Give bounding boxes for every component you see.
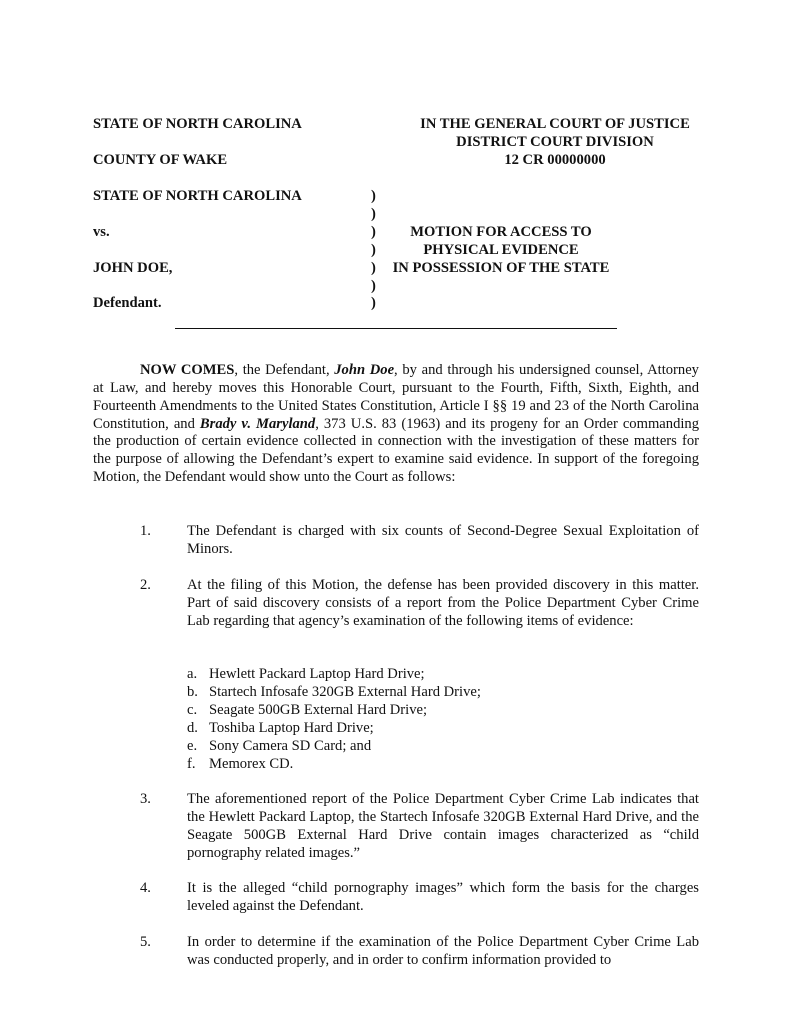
caption-paren: ) <box>371 242 376 258</box>
motion-title-line2: PHYSICAL EVIDENCE <box>423 242 579 258</box>
item-number: 5. <box>140 934 151 950</box>
item-number: 1. <box>140 523 151 539</box>
caption-paren: ) <box>371 224 376 240</box>
evidence-item <box>187 666 425 684</box>
case-citation: Brady v. Maryland <box>199 415 316 432</box>
defendant-label: Defendant. <box>93 295 162 311</box>
evidence-letter: a. <box>187 666 198 682</box>
item-number: 3. <box>140 791 151 807</box>
evidence-text: Memorex CD. <box>209 756 294 772</box>
caption-paren: ) <box>371 260 376 276</box>
intro-text-2: , by and through his undersigned counsel, Attorney at Law, and hereby moves this Honorable Court, pursuant to the Fourth, Fifth, Sixth, Eighth, and Fourteenth Amendments to the United States Constitution, Article I §§ 19 and 23 of the North Carolina Constitution, and <box>93 362 699 432</box>
evidence-text: Toshiba Laptop Hard Drive; <box>209 720 374 736</box>
defendant-name: JOHN DOE, <box>93 260 173 276</box>
evidence-item <box>187 702 427 720</box>
item-text: The Defendant is charged with six counts of Second-Degree Sexual Exploitation of Minors. <box>187 523 699 557</box>
evidence-text: Seagate 500GB External Hard Drive; <box>209 702 428 718</box>
court-division: DISTRICT COURT DIVISION <box>456 134 654 150</box>
evidence-text: Sony Camera SD Card; and <box>209 738 372 754</box>
plaintiff-name: STATE OF NORTH CAROLINA <box>93 188 302 204</box>
evidence-letter: e. <box>187 738 198 754</box>
motion-title-line3: IN POSSESSION OF THE STATE <box>392 260 610 276</box>
evidence-item <box>187 756 293 774</box>
motion-title-line1: MOTION FOR ACCESS TO <box>410 224 592 240</box>
state-header: STATE OF NORTH CAROLINA <box>93 116 302 132</box>
caption-paren: ) <box>371 206 376 222</box>
evidence-text: Hewlett Packard Laptop Hard Drive; <box>209 666 425 682</box>
county-header: COUNTY OF WAKE <box>93 152 228 168</box>
caption-paren: ) <box>371 278 376 294</box>
item-number: 4. <box>140 880 151 896</box>
intro-text-3: , 373 U.S. 83 (1963) and its progeny for an Order commanding the production of certain evidence collected in connection with the investigation of these matters for the purpose of allowing the Defendant’s expert to examine said evidence. In support of the foregoing Motion, the Defendant would show unto the Court as follows: <box>93 415 700 486</box>
intro-paragraph <box>93 362 699 487</box>
item-text: At the filing of this Motion, the defense has been provided discovery in this matter. Part of said discovery consists of a report from the Police Department Cyber Crime Lab regarding that agency’s examination of the following items of evidence: <box>187 577 699 629</box>
intro-text-1: , the Defendant, <box>234 362 335 378</box>
evidence-item <box>187 684 481 702</box>
item-text: It is the alleged “child pornography images” which form the basis for the charges leveled against the Defendant. <box>187 880 699 914</box>
caption-paren: ) <box>371 295 376 311</box>
item-text: The aforementioned report of the Police Department Cyber Crime Lab indicates that the Hewlett Packard Laptop, the Startech Infosafe 320GB External Hard Drive, and the Seagate 500GB External Hard Drive contain images characterized as “child pornography related images.” <box>187 791 699 861</box>
evidence-item <box>187 738 371 756</box>
now-comes: NOW COMES <box>140 362 235 378</box>
evidence-text: Startech Infosafe 320GB External Hard Drive; <box>209 684 481 700</box>
evidence-letter: c. <box>187 702 198 718</box>
defendant-italic: John Doe <box>334 362 395 378</box>
versus-label: vs. <box>93 224 110 240</box>
evidence-letter: d. <box>187 720 198 736</box>
case-number: 12 CR 00000000 <box>504 152 606 168</box>
caption-divider <box>175 328 617 329</box>
caption-paren: ) <box>371 188 376 204</box>
evidence-letter: f. <box>187 756 196 772</box>
evidence-letter: b. <box>187 684 198 700</box>
court-name: IN THE GENERAL COURT OF JUSTICE <box>420 116 690 132</box>
item-number: 2. <box>140 577 151 593</box>
item-text: In order to determine if the examination of the Police Department Cyber Crime Lab was conducted properly, and in order to confirm information provided to <box>187 934 699 968</box>
evidence-item <box>187 720 374 738</box>
